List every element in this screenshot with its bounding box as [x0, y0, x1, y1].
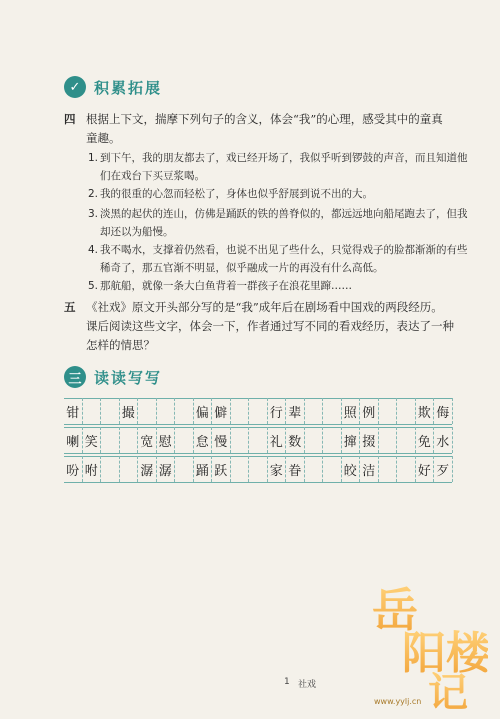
grid-cell: [379, 456, 398, 482]
grid-cell: 欺: [416, 398, 435, 424]
grid-cell: [323, 427, 342, 453]
item-text: 我不喝水，支撑着仍然看，也说不出见了些什么，只觉得戏子的脸都渐渐的有些: [100, 244, 468, 256]
item-text: 们在戏台下买豆浆喝。: [100, 170, 205, 182]
list-item: [88, 205, 468, 238]
watermark-char: 阳楼: [402, 628, 488, 679]
grid-cell: [397, 398, 416, 424]
grid-cell: [305, 398, 324, 424]
grid-cell: [101, 456, 120, 482]
question-number: 五: [64, 300, 76, 314]
grid-cell: 笑: [83, 427, 102, 453]
grid-cell: 水: [434, 427, 453, 453]
item-number: 1.: [88, 152, 99, 164]
grid-cell: [379, 427, 398, 453]
grid-cell: 慢: [212, 427, 231, 453]
section-title: 读读写写: [94, 368, 163, 387]
list-item: [88, 185, 373, 203]
question-text-line: 怎样的情思？: [86, 338, 155, 352]
grid-line: [64, 424, 452, 425]
watermark-char: 记: [428, 670, 468, 713]
question-number: 四: [64, 112, 76, 126]
question-text-line: 童趣。: [86, 131, 121, 145]
grid-cell: [175, 456, 194, 482]
grid-cell: [138, 398, 157, 424]
question-text-line: 《社戏》原文开头部分写的是“我”成年后在剧场看中国戏的两段经历。: [86, 300, 443, 314]
page-number: 1: [284, 677, 290, 687]
item-text: 稀奇了，那五官渐不明显，似乎融成一片的再没有什么高低。: [100, 262, 384, 274]
watermark-char: 岳: [372, 583, 418, 637]
grid-cell: 撺: [342, 427, 361, 453]
grid-cell: [175, 427, 194, 453]
grid-cell: 偏: [194, 398, 213, 424]
item-number: 5.: [88, 280, 99, 292]
list-item: [88, 277, 352, 295]
grid-cell: 潺: [138, 456, 157, 482]
grid-cell: [175, 398, 194, 424]
section-title: 积累拓展: [94, 78, 163, 97]
question-text-line: 根据上下文，揣摩下列句子的含义，体会“我”的心理，感受其中的童真: [86, 112, 443, 126]
grid-cell: [231, 427, 250, 453]
grid-cell: 好: [416, 456, 435, 482]
grid-cell: 钳: [64, 398, 83, 424]
grid-cell: [249, 456, 268, 482]
grid-cell: [120, 427, 139, 453]
grid-cell: 洁: [360, 456, 379, 482]
grid-cell: 免: [416, 427, 435, 453]
item-text: 到下午，我的朋友都去了，戏已经开场了，我似乎听到锣鼓的声音，而且知道他: [100, 152, 468, 164]
grid-cell: [231, 456, 250, 482]
grid-cell: 喇: [64, 427, 83, 453]
grid-cell: [101, 398, 120, 424]
chapter-title: 社戏: [298, 680, 317, 690]
grid-cell: 慰: [157, 427, 176, 453]
grid-cell: [305, 427, 324, 453]
grid-cell: [249, 398, 268, 424]
grid-cell: 撮: [120, 398, 139, 424]
item-text: 我的很重的心忽而轻松了，身体也似乎舒展到说不出的大。: [100, 188, 373, 200]
grid-cell: [120, 456, 139, 482]
grid-cell: 眷: [286, 456, 305, 482]
item-text: 那航船，就像一条大白鱼背着一群孩子在浪花里蹿……: [100, 280, 352, 292]
grid-cell: 咐: [83, 456, 102, 482]
grid-cell: [83, 398, 102, 424]
grid-cell: [231, 398, 250, 424]
grid-cell: 掇: [360, 427, 379, 453]
grid-cell: 例: [360, 398, 379, 424]
grid-cell: 潺: [157, 456, 176, 482]
grid-cell: [397, 427, 416, 453]
grid-cell: 行: [268, 398, 287, 424]
watermark-url: www.yylj.cn: [374, 697, 422, 706]
writing-grid: [64, 398, 452, 482]
grid-cell: [323, 398, 342, 424]
list-item: [88, 149, 468, 182]
grid-cell: 踊: [194, 456, 213, 482]
section-header-accumulate: [64, 76, 162, 98]
item-number: 3.: [88, 208, 99, 220]
section-header-read-write: [64, 366, 162, 388]
checkmark-icon: ✓: [64, 76, 86, 98]
item-number: 2.: [88, 188, 99, 200]
grid-cell: [101, 427, 120, 453]
grid-cell: 侮: [434, 398, 453, 424]
grid-cell: [249, 427, 268, 453]
grid-cell: 礼: [268, 427, 287, 453]
grid-cell: 宽: [138, 427, 157, 453]
grid-cell: 歹: [434, 456, 453, 482]
grid-cell: 吩: [64, 456, 83, 482]
item-text: 却还以为船慢。: [100, 226, 174, 238]
grid-cell: 僻: [212, 398, 231, 424]
grid-line: [64, 453, 452, 454]
grid-cell: 跃: [212, 456, 231, 482]
section-number-icon: 三: [64, 366, 86, 388]
grid-cell: 怠: [194, 427, 213, 453]
item-number: 4.: [88, 244, 99, 256]
grid-cell: [157, 398, 176, 424]
grid-cell: [397, 456, 416, 482]
grid-cell: 家: [268, 456, 287, 482]
question-text-line: 课后阅读这些文字，体会一下，作者通过写不同的看戏经历，表达了一种: [86, 319, 454, 333]
grid-cell: 照: [342, 398, 361, 424]
grid-cell: 辈: [286, 398, 305, 424]
item-text: 淡黑的起伏的连山，仿佛是踊跃的铁的兽脊似的，都远远地向船尾跑去了，但我: [100, 208, 468, 220]
grid-cell: [379, 398, 398, 424]
list-item: [88, 241, 468, 274]
grid-cell: [305, 456, 324, 482]
grid-cell: 数: [286, 427, 305, 453]
grid-line: [64, 482, 452, 483]
grid-cell: 皎: [342, 456, 361, 482]
watermark-logo: [368, 578, 488, 713]
grid-cell: [323, 456, 342, 482]
